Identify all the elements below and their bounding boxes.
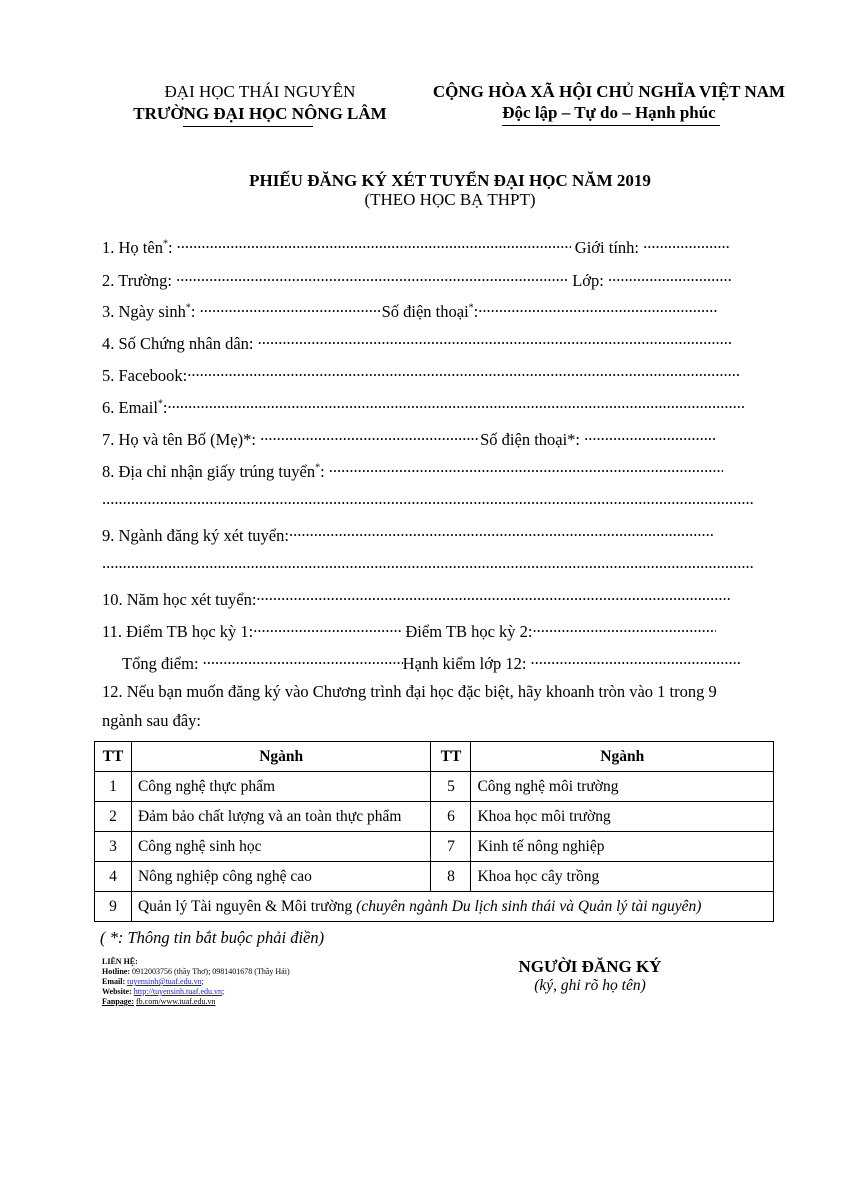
email-input[interactable] [168,393,744,413]
table-row [95,802,774,832]
id-number-label: 4. Số Chứng nhân dân: [102,334,254,353]
tt-cell[interactable]: 3 [95,832,132,862]
school-label: 2. Trường: [102,271,172,290]
birthdate-input[interactable] [200,297,382,317]
field-birth-row: 3. Ngày sinh*: ..... Số điện thoại*:..... [102,297,753,322]
table-header-row [95,742,774,772]
tt-cell[interactable]: 1 [95,772,132,802]
motto: Độc lập – Tự do – Hạnh phúc [502,103,716,122]
website-link[interactable]: http://tuyensinh.tuaf.edu.vn [133,987,222,996]
id-number-input[interactable] [258,329,732,349]
class-input[interactable] [608,266,732,286]
class-label: Lớp: [572,271,604,290]
form-title: PHIẾU ĐĂNG KÝ XÉT TUYỂN ĐẠI HỌC NĂM 2019 [249,171,651,190]
fanpage-link[interactable]: fb.com/www.tuaf.edu.vn [136,997,216,1006]
major-label: 9. Ngành đăng ký xét tuyển: [102,526,289,545]
full-name-input[interactable] [177,233,571,253]
major-cell[interactable]: Khoa học cây trồng [471,862,774,892]
table-row [95,832,774,862]
field-year-row [102,585,753,610]
phone-label: Số điện thoại [381,302,469,321]
signature-area[interactable] [470,1005,710,1125]
tt-cell[interactable]: 6 [431,802,471,832]
field-address-row: 8. Địa chỉ nhận giấy trúng tuyển*: ..... [102,457,753,482]
country-name: CỘNG HÒA XÃ HỘI CHỦ NGHĨA VIỆT NAM [432,82,786,101]
address-label: 8. Địa chỉ nhận giấy trúng tuyển [102,462,316,481]
full-name-label: 1. Họ tên [102,238,163,257]
col-tt-header-2: TT [431,742,471,772]
gender-input[interactable] [643,233,731,253]
parent-phone-label: Số điện thoại*: [480,430,581,449]
gender-label: Giới tính: [574,238,639,257]
tt-cell[interactable]: 2 [95,802,132,832]
col-major-header: Ngành [131,742,431,772]
contact-block [102,957,402,1007]
major-cell[interactable]: Khoa học môi trường [471,802,774,832]
major-cell[interactable]: Kinh tế nông nghiệp [471,832,774,862]
tt-cell[interactable]: 5 [431,772,471,802]
tt-cell[interactable]: 4 [95,862,132,892]
address-input-line2[interactable] [102,489,753,514]
contact-email: Email: tuyensinh@tuaf.edu.vn; [102,977,204,986]
phone-input[interactable] [478,297,718,317]
last-major-note: (chuyên ngành Du lịch sinh thái và Quản lý tài nguyên) [356,897,702,915]
major-input[interactable] [289,521,715,541]
field-id-row [102,329,753,354]
parent-name-input[interactable] [260,425,480,445]
year-input[interactable] [256,585,732,605]
gpa2-input[interactable] [532,617,716,637]
tt-cell[interactable]: 7 [431,832,471,862]
university-name: ĐẠI HỌC THÁI NGUYÊN [164,82,356,101]
parent-name-label: 7. Họ và tên Bố (Mẹ)*: [102,430,256,449]
major-cell[interactable]: Công nghệ sinh học [131,832,431,862]
email-link[interactable]: tuyensinh@tuaf.edu.vn [127,977,202,986]
parent-phone-input[interactable] [584,425,716,445]
field-total-row [122,649,772,674]
special-program-line1: 12. Nếu bạn muốn đăng ký vào Chương trình đại học đặc biệt, hãy khoanh tròn vào 1 trong 9 [102,682,717,701]
birthdate-label: 3. Ngày sinh [102,302,186,321]
tt-cell[interactable]: 8 [431,862,471,892]
table-row [95,862,774,892]
table-row [95,772,774,802]
col-tt-header: TT [95,742,132,772]
school-name: TRƯỜNG ĐẠI HỌC NÔNG LÂM [133,104,387,123]
form-subtitle: (THEO HỌC BẠ THPT) [364,190,536,209]
major-input-line2[interactable] [102,553,753,578]
majors-table [94,741,774,922]
major-cell[interactable]: Công nghệ môi trường [471,772,774,802]
address-input[interactable] [329,457,723,477]
field-parent-row [102,425,753,450]
signature-title: NGƯỜI ĐĂNG KÝ [518,957,662,976]
gpa1-input[interactable] [253,617,401,637]
table-row [95,892,774,922]
field-full-name-row: 1. Họ tên*: ..... Giới tính: ..... [102,233,753,258]
major-cell[interactable]: Công nghệ thực phẩm [131,772,431,802]
col-major-header-2: Ngành [471,742,774,772]
last-major-name: Quản lý Tài nguyên & Môi trường [137,897,353,915]
school-input[interactable] [176,266,568,286]
facebook-input[interactable] [187,361,739,381]
gpa1-label: 11. Điểm TB học kỳ 1: [102,622,254,641]
email-label: 6. Email [102,398,158,417]
header-right-underline [502,125,720,126]
required-note: ( *: Thông tin bắt buộc phải điền) [100,928,325,947]
gpa2-label: Điểm TB học kỳ 2: [405,622,533,641]
major-cell[interactable]: Nông nghiệp công nghệ cao [131,862,431,892]
year-label: 10. Năm học xét tuyển: [102,590,257,609]
contact-hotline: Hotline: 0912003756 (thầy Thơ); 0981401678 (Thầy Hải) [102,967,290,976]
major-cell[interactable]: Đảm bảo chất lượng và an toàn thực phẩm [131,802,431,832]
total-score-label: Tổng điểm: [122,654,199,673]
major-cell-wide[interactable] [131,892,773,922]
facebook-label: 5. Facebook: [102,366,188,385]
total-score-input[interactable] [203,649,403,669]
field-major-row [102,521,753,546]
header-left-underline [183,126,313,127]
field-school-row [102,266,753,291]
field-facebook-row [102,361,753,386]
tt-cell[interactable]: 9 [95,892,132,922]
field-score-row [102,617,753,642]
contact-fanpage: Fanpage: fb.com/www.tuaf.edu.vn [102,997,216,1006]
contact-website: Website: http://tuyensinh.tuaf.edu.vn; [102,987,225,996]
conduct-label: Hạnh kiểm lớp 12: [402,654,527,673]
field-email-row: 6. Email*:..... [102,393,753,418]
conduct-input[interactable] [531,649,741,669]
signature-note: (ký, ghi rõ họ tên) [534,977,646,994]
special-program-line2: ngành sau đây: [102,711,201,730]
contact-heading: LIÊN HỆ: [102,957,138,966]
